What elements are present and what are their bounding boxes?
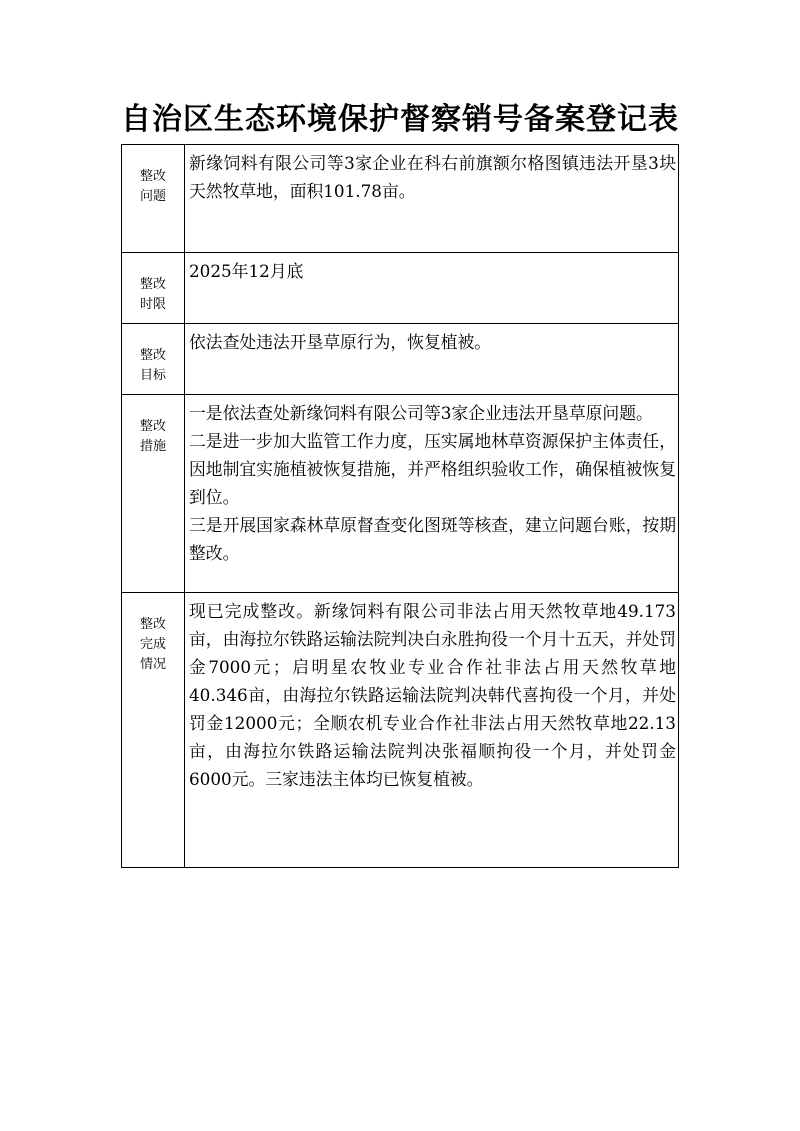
- content-paragraph: 依法查处违法开垦草原行为，恢复植被。: [189, 332, 492, 352]
- content-paragraph: 2025年12月底: [189, 261, 304, 281]
- table-row: [122, 593, 679, 868]
- row-content: [185, 253, 679, 324]
- row-label: [122, 253, 185, 324]
- row-label: [122, 145, 185, 253]
- registration-table: [121, 144, 679, 868]
- content-paragraph: 三是开展国家森林草原督查变化图斑等核查，建立问题台账，按期整改。: [189, 515, 676, 563]
- content-paragraph: 二是进一步加大监管工作力度，压实属地林草资源保护主体责任，因地制宜实施植被恢复措施，并严格组织验收工作，确保植被恢复到位。: [189, 431, 676, 507]
- row-content: [185, 395, 679, 593]
- content-paragraph: 新缘饲料有限公司等3家企业在科右前旗额尔格图镇违法开垦3块天然牧草地，面积101.78亩。: [189, 153, 676, 201]
- row-label: [122, 395, 185, 593]
- label-line: 整改: [139, 348, 166, 363]
- label-line: 情况: [139, 657, 166, 672]
- label-line: 完成: [139, 637, 166, 652]
- content-paragraph: 一是依法查处新缘饲料有限公司等3家企业违法开垦草原问题。: [189, 403, 653, 423]
- row-content: [185, 145, 679, 253]
- table-row: [122, 253, 679, 324]
- page-title: 自治区生态环境保护督察销号备案登记表: [121, 102, 679, 137]
- content-paragraph: 现已完成整改。新缘饲料有限公司非法占用天然牧草地49.173亩，由海拉尔铁路运输法院判决白永胜拘役一个月十五天，并处罚金7000元；启明星农牧业专业合作社非法占用天然牧草地40.346亩，由海拉尔铁路运输法院判决韩代喜拘役一个月，并处罚金12000元；全顺农机专业合作社非法占用天然牧草地22.13亩，由海拉尔铁路运输法院判决张福顺拘役一个月，并处罚金6000元。三家违法主体均已恢复植被。: [189, 601, 676, 789]
- label-line: 目标: [139, 368, 166, 383]
- label-line: 整改: [139, 617, 166, 632]
- row-label: [122, 593, 185, 868]
- table-row: [122, 145, 679, 253]
- label-line: 问题: [139, 189, 166, 204]
- label-line: 整改: [139, 419, 166, 434]
- label-line: 措施: [139, 439, 166, 454]
- row-content: [185, 324, 679, 395]
- label-line: 时限: [139, 297, 166, 312]
- row-content: [185, 593, 679, 868]
- table-row: [122, 324, 679, 395]
- row-label: [122, 324, 185, 395]
- table-row: [122, 395, 679, 593]
- label-line: 整改: [139, 169, 166, 184]
- label-line: 整改: [139, 277, 166, 292]
